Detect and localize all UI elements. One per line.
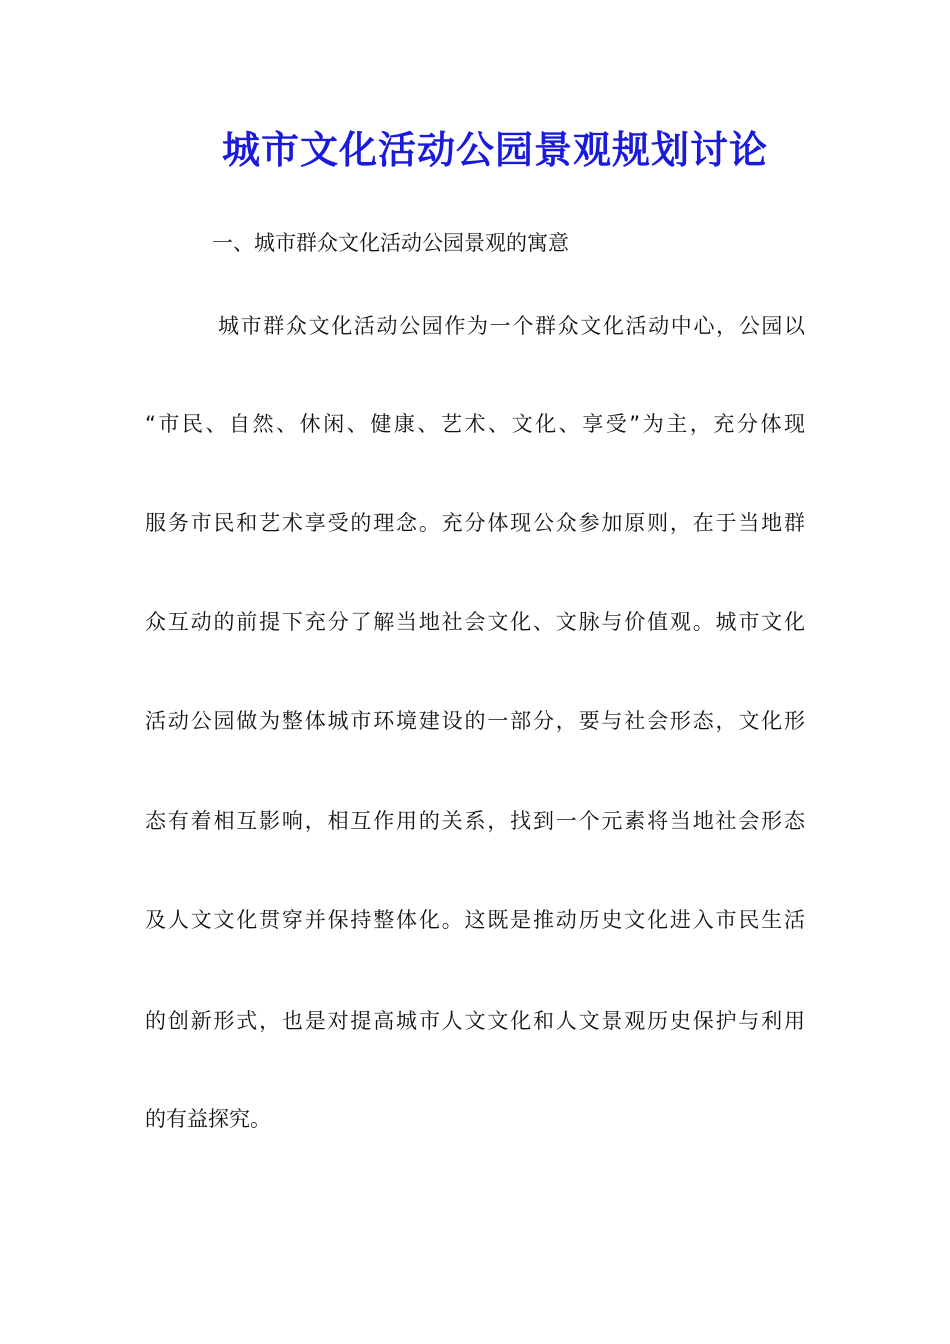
- paragraph-line: “市民、自然、休闲、健康、艺术、文化、享受”为主，充分体现: [145, 412, 805, 436]
- section-heading: 一、城市群众文化活动公园景观的寓意: [212, 231, 569, 255]
- paragraph-line: 的有益探究。: [145, 1107, 271, 1131]
- document-title: 城市文化活动公园景观规划讨论: [221, 127, 768, 172]
- paragraph-line: 服务市民和艺术享受的理念。充分体现公众参加原则，在于当地群: [145, 511, 805, 535]
- paragraph-line: 及人文文化贯穿并保持整体化。这既是推动历史文化进入市民生活: [145, 908, 805, 932]
- paragraph-line: 城市群众文化活动公园作为一个群众文化活动中心，公园以: [218, 314, 805, 338]
- paragraph-line: 众互动的前提下充分了解当地社会文化、文脉与价值观。城市文化: [145, 610, 805, 634]
- paragraph-line: 态有着相互影响，相互作用的关系，找到一个元素将当地社会形态: [145, 809, 805, 833]
- paragraph-line: 活动公园做为整体城市环境建设的一部分，要与社会形态，文化形: [145, 709, 805, 733]
- paragraph-line: 的创新形式，也是对提高城市人文文化和人文景观历史保护与利用: [145, 1009, 805, 1033]
